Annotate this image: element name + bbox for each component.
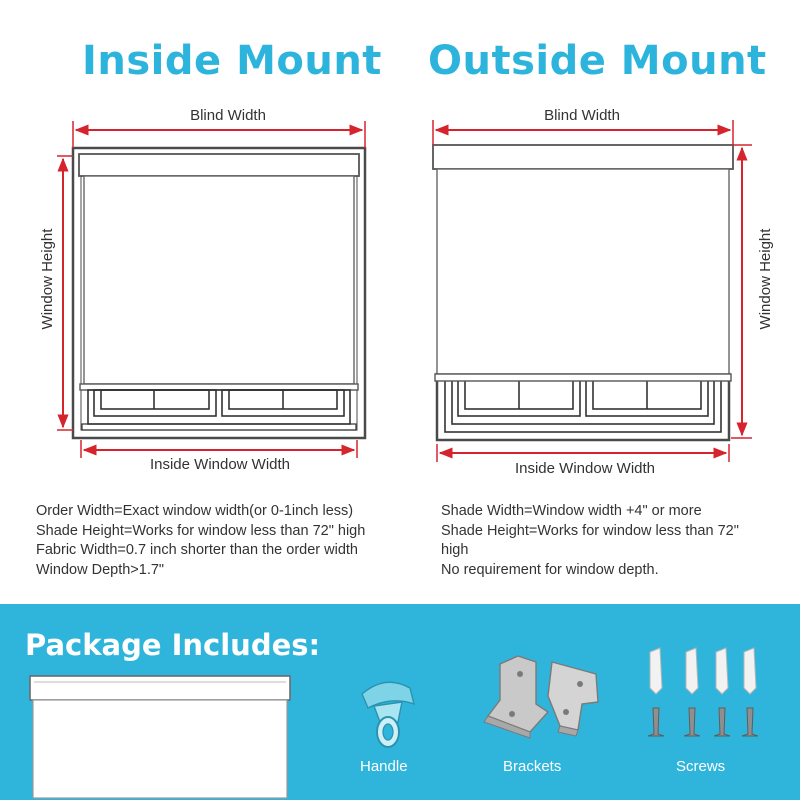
outside-shade-fabric (437, 169, 729, 374)
brackets-icon (484, 656, 598, 738)
inside-note: Fabric Width=0.7 inch shorter than the order width (36, 542, 358, 558)
handle-label: Handle (360, 758, 408, 775)
inside-note: Shade Height=Works for window less than 72" high (36, 522, 366, 539)
inside-shade-fabric (84, 176, 354, 384)
inside-window-width-label: Inside Window Width (149, 456, 291, 473)
screws-label: Screws (676, 758, 726, 775)
inside-window-height-label: Window Height (39, 228, 56, 330)
inside-mount-notes (36, 502, 426, 580)
outside-note: Shade Width=Window width +4" or more (441, 503, 702, 519)
inside-note: Order Width=Exact window width(or 0-1inch less) (36, 503, 354, 519)
outside-roller-rail (433, 145, 733, 169)
inside-blind-width-label: Blind Width (190, 107, 266, 124)
handle-icon (362, 682, 414, 747)
outside-window-width-label: Inside Window Width (514, 460, 656, 477)
outside-blind-width-label: Blind Width (544, 107, 620, 124)
inside-roller-rail (79, 154, 359, 176)
inside-note: Window Depth>1.7" (36, 561, 165, 578)
inside-mount-diagram (39, 107, 365, 473)
outside-note: No requirement for window depth. (441, 561, 659, 578)
outside-mount-notes (441, 502, 761, 580)
outside-window-height-label: Window Height (757, 228, 774, 330)
inside-bottom-rail (80, 384, 358, 390)
inside-mount-title: Inside Mount (82, 38, 382, 84)
package-title: Package Includes: (25, 628, 321, 662)
outside-bottom-rail (435, 374, 731, 381)
roller-shade-icon (30, 676, 290, 798)
outside-window-frame (437, 374, 729, 440)
outside-mount-title: Outside Mount (428, 38, 767, 84)
outside-note: Shade Height=Works for window less than 72" high (441, 522, 739, 558)
screws-icon (648, 648, 758, 736)
package-banner (0, 604, 800, 800)
brackets-label: Brackets (503, 758, 562, 775)
outside-mount-diagram (433, 107, 774, 477)
